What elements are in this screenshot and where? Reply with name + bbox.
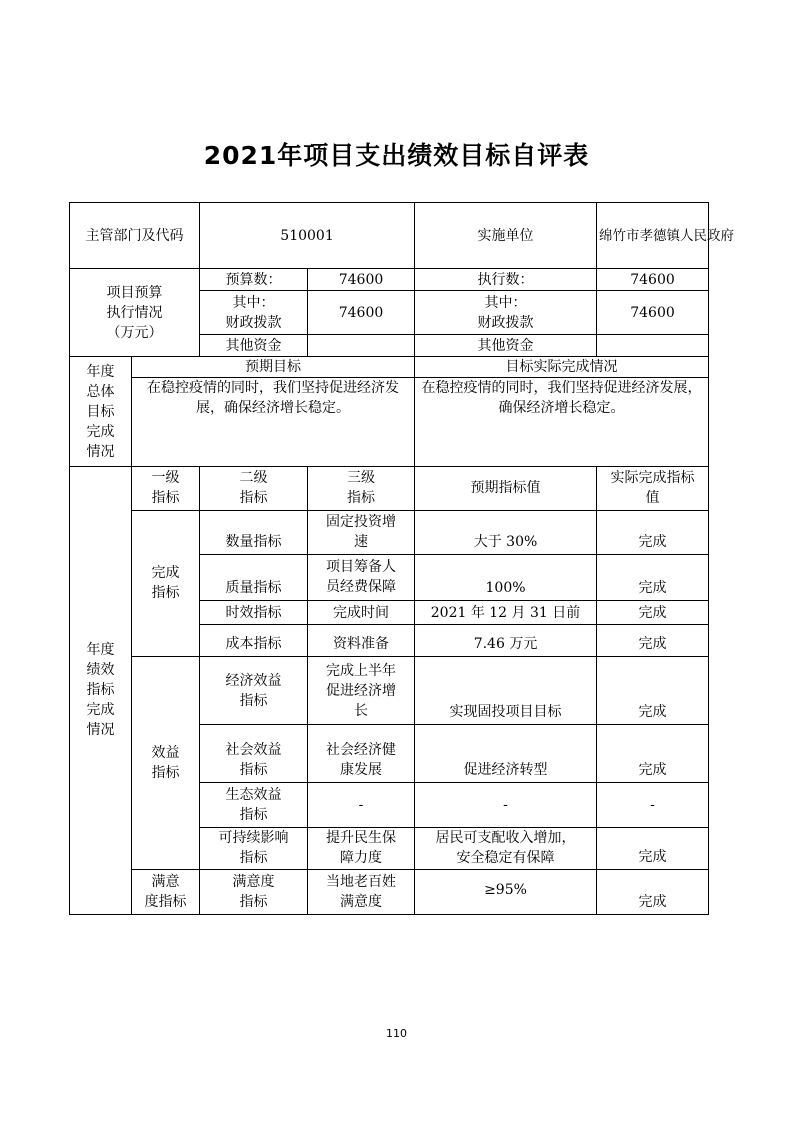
dept-label: 主管部门及代码	[70, 203, 200, 269]
fiscal-label-right: 其中： 财政拨款	[415, 291, 597, 335]
table-row-actual: 完成	[597, 869, 709, 914]
table-row-level2: 社会效益 指标	[200, 725, 308, 783]
table-row-actual: 完成	[597, 554, 709, 600]
satisfaction-label: 满意 度指标	[132, 869, 200, 914]
table-row-actual: 完成	[597, 510, 709, 554]
executed-value: 74600	[597, 269, 709, 291]
table-row-actual: 完成	[597, 657, 709, 725]
executed-label: 执行数：	[415, 269, 597, 291]
level3-header: 三级 指标	[308, 466, 415, 510]
expected-goal-header: 预期目标	[132, 357, 415, 378]
table-row-level3: 社会经济健 康发展	[308, 725, 415, 783]
completion-label: 完成 指标	[132, 510, 200, 656]
table-row-level2: 满意度 指标	[200, 869, 308, 914]
table-row-actual: 完成	[597, 827, 709, 869]
table-row-actual: 完成	[597, 601, 709, 625]
table-row-actual: 完成	[597, 725, 709, 783]
expected-goal-text: 在稳控疫情的同时，我们坚持促进经济发展，确保经济增长稳定。	[132, 378, 415, 466]
table-row-level3: 资料准备	[308, 625, 415, 657]
table-row-level3: 完成上半年 促进经济增 长	[308, 657, 415, 725]
table-row-actual: -	[597, 783, 709, 827]
benefit-label: 效益 指标	[132, 657, 200, 870]
indicators-label: 年度 绩效 指标 完成 情况	[70, 466, 132, 914]
table-row-expected: 实现固投项目目标	[415, 657, 597, 725]
table-row-level3: 固定投资增 速	[308, 510, 415, 554]
table-row-level2: 质量指标	[200, 554, 308, 600]
level1-header: 一级 指标	[132, 466, 200, 510]
table-row-level2: 成本指标	[200, 625, 308, 657]
table-row-expected: 促进经济转型	[415, 725, 597, 783]
fiscal-value-left: 74600	[308, 291, 415, 335]
table-row-level2: 数量指标	[200, 510, 308, 554]
overall-label: 年度 总体 目标 完成 情况	[70, 357, 132, 466]
expected-value-header: 预期指标值	[415, 466, 597, 510]
table-row-level3: -	[308, 783, 415, 827]
table-row-expected: ≥95%	[415, 869, 597, 914]
unit-value: 绵竹市孝德镇人民政府	[597, 203, 709, 269]
table-row-level3: 项目筹备人 员经费保障	[308, 554, 415, 600]
self-evaluation-table	[69, 202, 735, 915]
table-row-expected: 居民可支配收入增加， 安全稳定有保障	[415, 827, 597, 869]
fiscal-value-right: 74600	[597, 291, 709, 335]
other-value-right	[597, 335, 709, 357]
table-row-level2: 经济效益 指标	[200, 657, 308, 725]
table-row-level3: 完成时间	[308, 601, 415, 625]
page-number: 110	[386, 1027, 407, 1040]
table-row-level3: 当地老百姓 满意度	[308, 869, 415, 914]
table-row-expected: 7.46 万元	[415, 625, 597, 657]
budget-label: 项目预算 执行情况 （万元）	[70, 269, 200, 357]
planned-label: 预算数：	[200, 269, 308, 291]
actual-goal-text: 在稳控疫情的同时，我们坚持促进经济发展，确保经济增长稳定。	[415, 378, 709, 466]
other-label-right: 其他资金	[415, 335, 597, 357]
table-row-actual: 完成	[597, 625, 709, 657]
other-label-left: 其他资金	[200, 335, 308, 357]
dept-code: 510001	[200, 203, 415, 269]
table-row-expected: 大于 30%	[415, 510, 597, 554]
level2-header: 二级 指标	[200, 466, 308, 510]
actual-value-header: 实际完成指标 值	[597, 466, 709, 510]
planned-value: 74600	[308, 269, 415, 291]
page-title: 2021年项目支出绩效目标自评表	[203, 141, 590, 170]
other-value-left	[308, 335, 415, 357]
table-row-expected: 2021 年 12 月 31 日前	[415, 601, 597, 625]
actual-goal-header: 目标实际完成情况	[415, 357, 709, 378]
table-row-level3: 提升民生保 障力度	[308, 827, 415, 869]
table-row-level2: 时效指标	[200, 601, 308, 625]
table-row-level2: 生态效益 指标	[200, 783, 308, 827]
table-row-expected: 100%	[415, 554, 597, 600]
table-row-expected: -	[415, 783, 597, 827]
unit-label: 实施单位	[415, 203, 597, 269]
fiscal-label-left: 其中： 财政拨款	[200, 291, 308, 335]
table-row-level2: 可持续影响 指标	[200, 827, 308, 869]
